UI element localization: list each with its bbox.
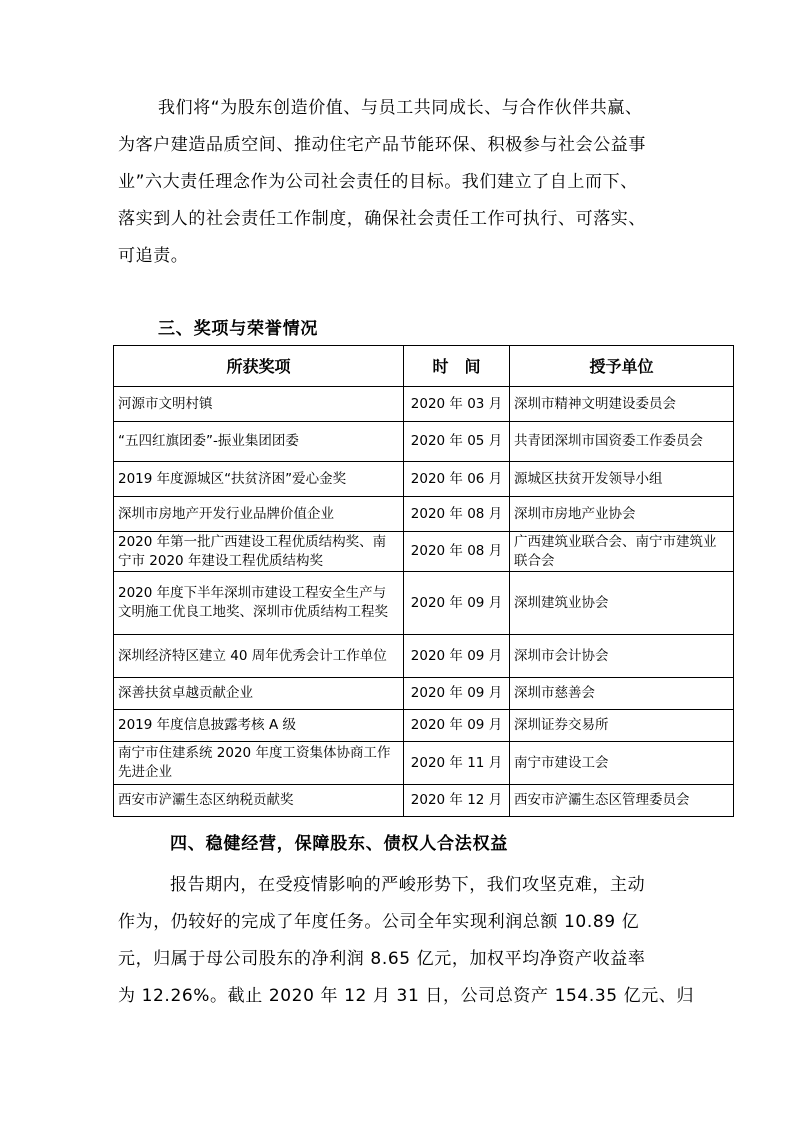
section-4-heading: 四、稳健经营，保障股东、债权人合法权益 <box>170 834 509 854</box>
awards-table <box>113 345 734 817</box>
issuer-cell: 源城区扶贫开发领导小组 <box>510 462 734 497</box>
table-header-row <box>114 346 734 387</box>
header-award: 所获奖项 <box>114 346 404 387</box>
date-cell: 2020 年 09 月 <box>404 710 510 742</box>
table-row <box>114 742 734 785</box>
date-cell: 2020 年 12 月 <box>404 785 510 817</box>
intro-line: 落实到人的社会责任工作制度，确保社会责任工作可执行、可落实、 <box>118 209 646 229</box>
section-3-heading: 三、奖项与荣誉情况 <box>158 319 319 339</box>
award-cell: 深圳市房地产开发行业品牌价值企业 <box>114 497 404 532</box>
issuer-cell: 深圳市精神文明建设委员会 <box>510 387 734 422</box>
table-row <box>114 387 734 422</box>
award-cell: 2019 年度信息披露考核 A 级 <box>114 710 404 742</box>
intro-line: 我们将“为股东创造价值、与员工共同成长、与合作伙伴共赢、 <box>158 98 643 118</box>
table-row <box>114 532 734 572</box>
date-cell: 2020 年 09 月 <box>404 678 510 710</box>
table-row <box>114 635 734 678</box>
award-cell: 南宁市住建系统 2020 年度工资集体协商工作先进企业 <box>114 742 404 785</box>
date-cell: 2020 年 06 月 <box>404 462 510 497</box>
section-4-line: 作为，仍较好的完成了年度任务。公司全年实现利润总额 10.89 亿 <box>118 912 640 932</box>
table-row <box>114 497 734 532</box>
date-cell: 2020 年 03 月 <box>404 387 510 422</box>
section-4-line: 元，归属于母公司股东的净利润 8.65 亿元，加权平均净资产收益率 <box>118 949 646 969</box>
issuer-cell: 西安市浐灞生态区管理委员会 <box>510 785 734 817</box>
issuer-cell: 深圳证券交易所 <box>510 710 734 742</box>
award-cell: 河源市文明村镇 <box>114 387 404 422</box>
table-row <box>114 572 734 635</box>
issuer-cell: 共青团深圳市国资委工作委员会 <box>510 422 734 462</box>
table-row <box>114 422 734 462</box>
award-cell: 深圳经济特区建立 40 周年优秀会计工作单位 <box>114 635 404 678</box>
award-cell: 深善扶贫卓越贡献企业 <box>114 678 404 710</box>
section-4-paragraph <box>118 867 695 1015</box>
intro-line: 可追责。 <box>118 246 189 266</box>
header-issuer: 授予单位 <box>510 346 734 387</box>
date-cell: 2020 年 08 月 <box>404 532 510 572</box>
table-row <box>114 462 734 497</box>
table-row <box>114 710 734 742</box>
date-cell: 2020 年 11 月 <box>404 742 510 785</box>
issuer-cell: 深圳市房地产业协会 <box>510 497 734 532</box>
intro-line: 业”六大责任理念作为公司社会责任的目标。我们建立了自上而下、 <box>118 172 638 192</box>
issuer-cell: 广西建筑业联合会、南宁市建筑业联合会 <box>510 532 734 572</box>
issuer-cell: 南宁市建设工会 <box>510 742 734 785</box>
date-cell: 2020 年 09 月 <box>404 635 510 678</box>
table-row <box>114 785 734 817</box>
table-row <box>114 678 734 710</box>
section-4-line: 为 12.26%。截止 2020 年 12 月 31 日，公司总资产 154.35 亿元、归 <box>118 986 695 1006</box>
intro-paragraph <box>118 90 678 275</box>
award-cell: 2020 年度下半年深圳市建设工程安全生产与文明施工优良工地奖、深圳市优质结构工程奖 <box>114 572 404 635</box>
issuer-cell: 深圳建筑业协会 <box>510 572 734 635</box>
issuer-cell: 深圳市会计协会 <box>510 635 734 678</box>
date-cell: 2020 年 05 月 <box>404 422 510 462</box>
issuer-cell: 深圳市慈善会 <box>510 678 734 710</box>
intro-line: 为客户建造品质空间、推动住宅产品节能环保、积极参与社会公益事 <box>118 135 646 155</box>
award-cell: 2020 年第一批广西建设工程优质结构奖、南宁市 2020 年建设工程优质结构奖 <box>114 532 404 572</box>
award-cell: 2019 年度源城区“扶贫济困”爱心金奖 <box>114 462 404 497</box>
date-cell: 2020 年 09 月 <box>404 572 510 635</box>
date-cell: 2020 年 08 月 <box>404 497 510 532</box>
award-cell: 西安市浐灞生态区纳税贡献奖 <box>114 785 404 817</box>
award-cell: “五四红旗团委”-振业集团团委 <box>114 422 404 462</box>
header-date: 时 间 <box>404 346 510 387</box>
section-4-line: 报告期内，在受疫情影响的严峻形势下，我们攻坚克难，主动 <box>170 875 646 895</box>
